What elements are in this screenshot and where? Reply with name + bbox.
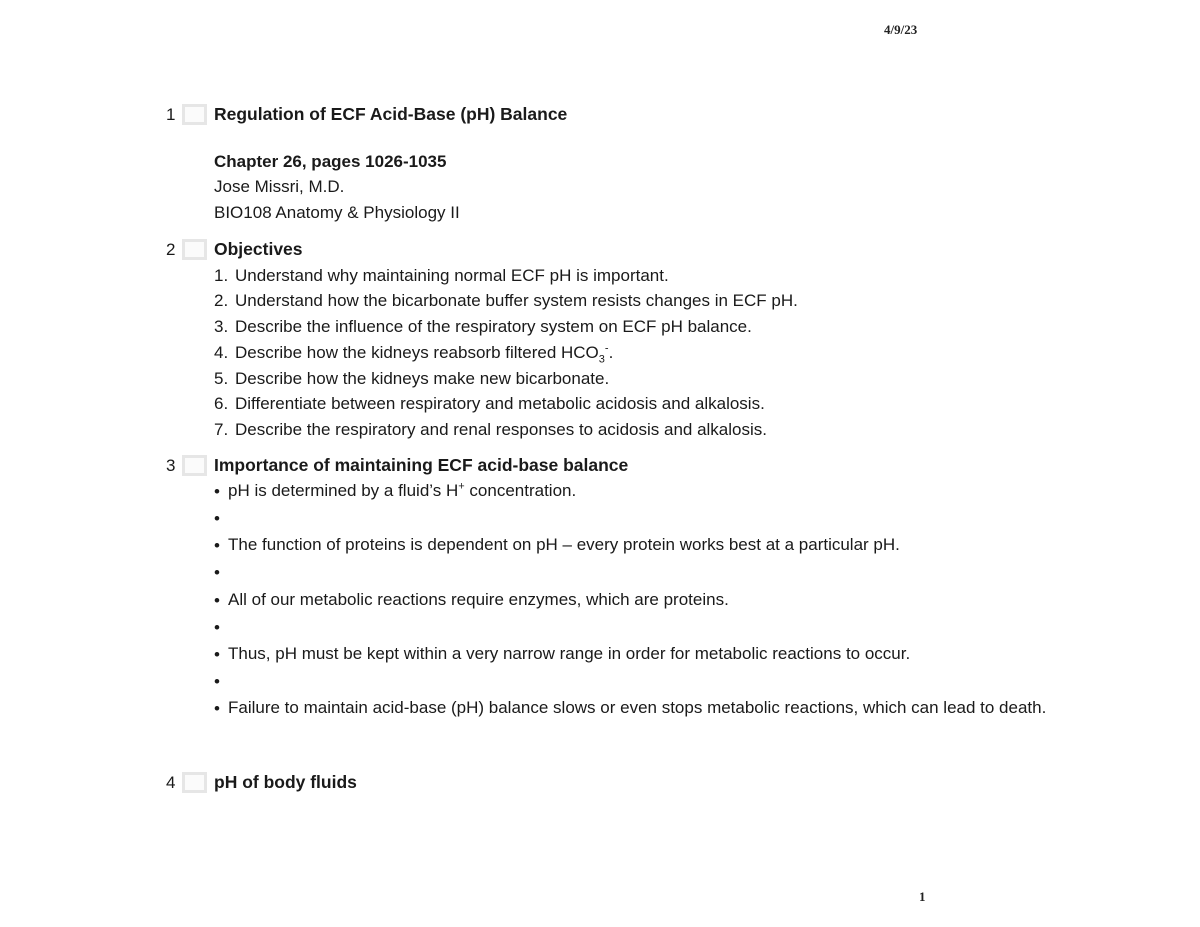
slide-thumbnail-placeholder[interactable] bbox=[182, 455, 207, 476]
slide-content bbox=[214, 770, 1074, 796]
objective-number: 3. bbox=[214, 317, 229, 337]
bullet-text-end: concentration. bbox=[464, 480, 577, 500]
objective-text: Differentiate between respiratory and metabolic acidosis and alkalosis. bbox=[235, 394, 765, 414]
objective-text: Understand how the bicarbonate buffer system resists changes in ECF pH. bbox=[235, 291, 798, 311]
bullet-item bbox=[214, 479, 1074, 505]
slide-title: Objectives bbox=[214, 239, 303, 259]
objective-item bbox=[214, 288, 1074, 314]
bullet-marker: • bbox=[214, 672, 220, 692]
bullet-text-main: pH is determined by a fluid’s H bbox=[228, 480, 459, 500]
bullet-item-empty bbox=[214, 669, 1074, 695]
bullet-marker: • bbox=[214, 508, 220, 528]
slide-number: 3 bbox=[166, 456, 176, 475]
objective-item bbox=[214, 263, 1074, 289]
bullet-marker: • bbox=[214, 536, 220, 556]
bullet-text: Thus, pH must be kept within a very narrow range in order for metabolic reactions to occur. bbox=[228, 643, 911, 663]
slide-course: BIO108 Anatomy & Physiology II bbox=[214, 203, 460, 223]
slide-number: 2 bbox=[166, 240, 176, 259]
objective-item bbox=[214, 417, 1074, 443]
objective-text: Describe the influence of the respiratory system on ECF pH balance. bbox=[235, 317, 752, 337]
bullet-item bbox=[214, 696, 1074, 722]
slide-content bbox=[214, 453, 1074, 722]
bullet-marker: • bbox=[214, 590, 220, 610]
objective-text-end: . bbox=[608, 342, 614, 362]
slide-subtitle: Chapter 26, pages 1026-1035 bbox=[214, 151, 447, 171]
bullet-marker: • bbox=[214, 617, 220, 637]
slide-number: 4 bbox=[166, 773, 176, 792]
bullet-text: All of our metabolic reactions require enzymes, which are proteins. bbox=[228, 589, 729, 609]
objective-text: Understand why maintaining normal ECF pH is important. bbox=[235, 265, 669, 285]
objective-text: Describe the respiratory and renal responses to acidosis and alkalosis. bbox=[235, 419, 767, 439]
objective-number: 2. bbox=[214, 291, 229, 311]
bullet-item-empty bbox=[214, 506, 1074, 532]
slide-number: 1 bbox=[166, 105, 176, 124]
slide-title: Importance of maintaining ECF acid-base balance bbox=[214, 455, 629, 475]
objective-item bbox=[214, 314, 1074, 340]
bullet-marker: • bbox=[214, 563, 220, 583]
bullet-text: Failure to maintain acid-base (pH) balance slows or even stops metabolic reactions, which can lead to death. bbox=[228, 698, 1047, 718]
objective-text-main: Describe how the kidneys reabsorb filtered HCO bbox=[235, 342, 599, 362]
bullet-item-empty bbox=[214, 615, 1074, 641]
objective-item bbox=[214, 366, 1074, 392]
slide-content bbox=[214, 102, 1074, 226]
bullet-text: The function of proteins is dependent on pH – every protein works best at a particular pH. bbox=[228, 535, 900, 555]
objective-item bbox=[214, 340, 1074, 366]
objective-number: 1. bbox=[214, 265, 229, 285]
bullet-item bbox=[214, 588, 1074, 614]
bullet-marker: • bbox=[214, 699, 220, 719]
superscript: - bbox=[604, 342, 609, 355]
page-number: 1 bbox=[919, 889, 926, 904]
superscript: + bbox=[458, 480, 465, 493]
slide-thumbnail-placeholder[interactable] bbox=[182, 104, 207, 125]
slide-thumbnail-placeholder[interactable] bbox=[182, 239, 207, 260]
objective-number: 4. bbox=[214, 342, 229, 362]
objective-text bbox=[235, 340, 613, 366]
slide-title: Regulation of ECF Acid-Base (pH) Balance bbox=[214, 104, 568, 124]
slide-author: Jose Missri, M.D. bbox=[214, 177, 345, 197]
objective-number: 5. bbox=[214, 368, 229, 388]
bullet-marker: • bbox=[214, 644, 220, 664]
header-date: 4/9/23 bbox=[884, 22, 918, 37]
bullet-item-empty bbox=[214, 560, 1074, 586]
slide-title: pH of body fluids bbox=[214, 772, 357, 792]
bullet-text bbox=[228, 479, 1074, 503]
objective-item bbox=[214, 391, 1074, 417]
objective-number: 6. bbox=[214, 394, 229, 414]
objective-number: 7. bbox=[214, 419, 229, 439]
bullet-marker: • bbox=[214, 481, 220, 501]
subscript: 3 bbox=[598, 353, 605, 366]
bullet-item bbox=[214, 642, 1074, 668]
bullet-item bbox=[214, 533, 1074, 559]
slide-thumbnail-placeholder[interactable] bbox=[182, 772, 207, 793]
objective-text: Describe how the kidneys make new bicarbonate. bbox=[235, 368, 610, 388]
slide-content bbox=[214, 237, 1074, 443]
